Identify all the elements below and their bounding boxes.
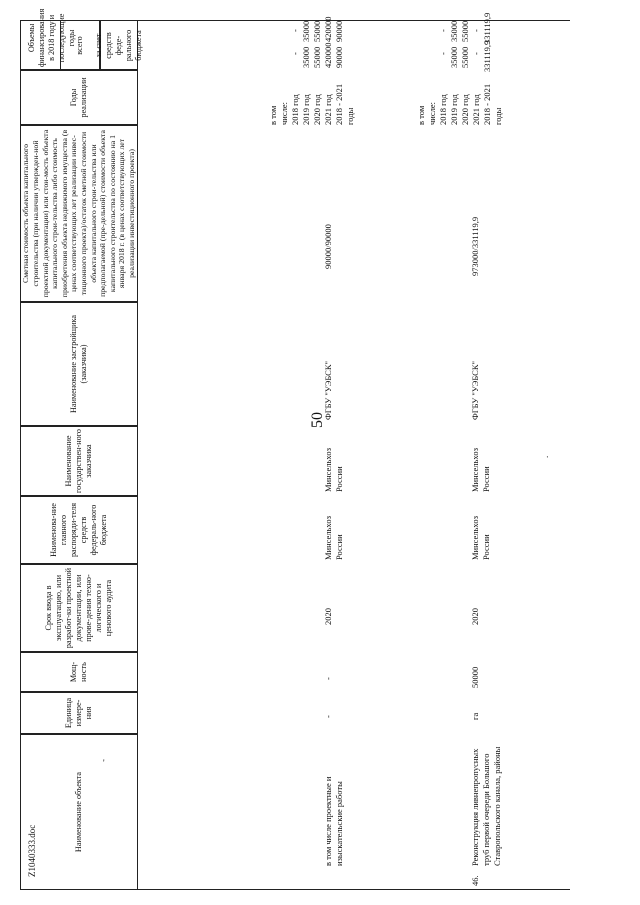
row2-capacity: 50000: [470, 666, 480, 688]
header-commissioning: Срок ввода в эксплуатацию, или разработ-ки проектной документации, или прове-дения техно-логического и ценового аудита: [20, 564, 138, 652]
row1-federal: 420000: [323, 16, 333, 42]
row2-year: 2018 - 2021 годы: [482, 83, 503, 125]
row2-developer: ФГБУ "УЭБСК": [470, 361, 480, 420]
row1-federal: 90000: [334, 20, 344, 42]
row2-distributor: Минсельхоз России: [470, 516, 491, 560]
row2-federal: -: [438, 29, 448, 32]
row1-estimate: 90000/90000: [323, 224, 333, 269]
header-name: Наименование объекта: [20, 734, 138, 890]
header-years: Годы реализации: [20, 70, 138, 125]
row2-total: 55000: [460, 46, 470, 68]
page-number: 50: [309, 412, 326, 428]
rotated-table: [20, 8, 570, 890]
row1-year: 2018 год: [290, 94, 300, 125]
row1-total: 35000: [301, 46, 311, 68]
row2-name: Реконструкция ливнепропусных труб первой очереди Большого Ставропольского канала, районы: [470, 746, 502, 866]
row1-name: в том числе проектные и изыскательские работы: [323, 776, 344, 866]
row2-years-header: в том числе:: [416, 102, 437, 125]
row1-commissioning: 2020: [323, 608, 333, 625]
row2-federal: 331119,9: [482, 12, 492, 44]
row1-unit: -: [323, 715, 333, 718]
header-estimate: Сметная стоимость объекта капитального строительства (при наличии утвержден-ной проектной документации) или стои-мость объекта капитального строи-тельства либо стоимость приобретения объекта недвижимого имущества (в ценах соответствующих лет реализации инвес-тиционного проекта)/остаток сметной стоимости объекта капитального строи-тельства или предполагаемой (пре-дельной) стоимости объекта капитального строительства по состоянию на 1 января 2018 г. (в ценах соответствующих лет реализации инвестиционного проекта): [20, 125, 138, 302]
row1-federal: -: [290, 29, 300, 32]
row2-federal: 35000: [449, 20, 459, 42]
stray-mark: ': [103, 758, 105, 768]
header-funding: Объемы финансирования в 2018 году и последующие годы: [20, 20, 138, 70]
row2-stray-dot: .: [540, 455, 550, 458]
header-total: всего: [60, 20, 100, 70]
row1-total: -: [290, 52, 300, 55]
row2-year: 2019 год: [449, 94, 459, 125]
header-capacity: Мощ-ность: [20, 652, 138, 692]
row2-commissioning: 2020: [470, 608, 480, 625]
row1-year: 2020 год: [312, 94, 322, 125]
row2-year: 2020 год: [460, 94, 470, 125]
row1-customer: Минсельхоз России: [323, 448, 344, 492]
header-distributor: Наименова-ние главного распоряди-теля средств федераль-ного бюджета: [20, 496, 138, 564]
header-developer: Наименование застройщика (заказчика): [20, 302, 138, 426]
frame-line: [138, 889, 570, 890]
row2-year: 2018 год: [438, 94, 448, 125]
row2-total: 331119,9: [482, 40, 492, 72]
row2-total: -: [438, 52, 448, 55]
row1-capacity: -: [323, 677, 333, 680]
row2-number: 46.: [470, 875, 480, 886]
row1-federal: 35000: [301, 20, 311, 42]
row2-federal: 55000: [460, 20, 470, 42]
frame-line: [138, 20, 570, 21]
row2-estimate: 973000/331119,9: [470, 216, 480, 276]
header-customer: Наименование государствен-ного заказчика: [20, 426, 138, 496]
row1-federal: 55000: [312, 20, 322, 42]
row2-customer: Минсельхоз России: [470, 448, 491, 492]
row1-year: 2018 - 2021 годы: [334, 83, 355, 125]
row1-year: 2021 год: [323, 94, 333, 125]
row1-total: 420000: [323, 42, 333, 68]
header-unit: Единица измере-ния: [20, 692, 138, 734]
row2-federal: -: [471, 29, 481, 32]
row1-distributor: Минсельхоз России: [323, 516, 344, 560]
row2-total: 35000: [449, 46, 459, 68]
row1-year: 2019 год: [301, 94, 311, 125]
row1-years-header: в том числе:: [268, 102, 289, 125]
row1-developer: ФГБУ "УЭБСК": [323, 361, 333, 420]
footer-filename: Z1040333.doc: [27, 824, 37, 877]
row1-total: 90000: [334, 46, 344, 68]
row2-total: -: [471, 52, 481, 55]
row2-year: 2021 год: [471, 94, 481, 125]
header-federal: за счет средств феде-рального бюджета: [100, 20, 138, 70]
row1-total: 55000: [312, 46, 322, 68]
row2-unit: га: [470, 712, 480, 720]
